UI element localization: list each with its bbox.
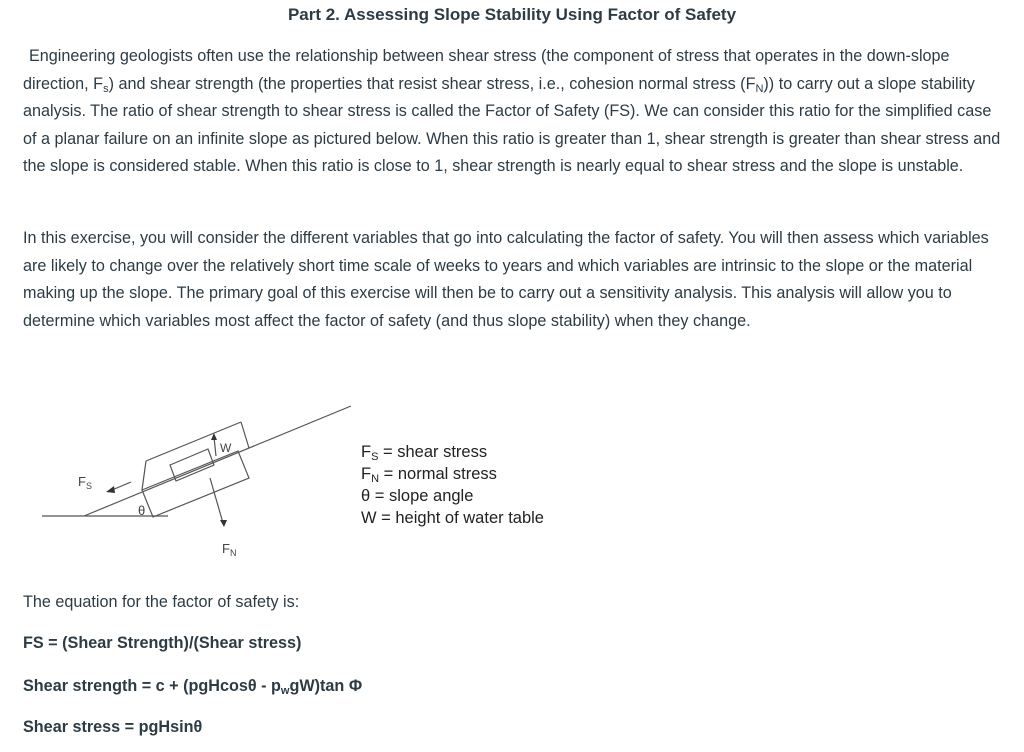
fn-label: $F_N$ <box>222 541 237 558</box>
page-title: Part 2. Assessing Slope Stability Using Factor of Safety <box>287 5 737 24</box>
legend-row: $F_N$ = normal stress <box>361 465 497 485</box>
fs-label: $F_S$ <box>78 474 92 491</box>
shear-stress-equation: Shear stress = pgHsinθ <box>23 718 203 736</box>
equation-intro: The equation for the factor of safety is: <box>23 593 300 611</box>
shear-strength-equation: Shear strength = $c + (pgHcos\theta - p_wgW)\tan$ Φ <box>23 677 363 697</box>
intro-paragraph: Engineering geologists often use the relationship between shear stress (the component of stress that operates in the down-slope direction, $F_s$) and shear strength (the properties that resist shear stress, i.e., cohesion normal stress $(F_N)$) to carry out a slope stability analysis. The ratio of shear strength to shear stress is called the Factor of Safety (FS). We can consider this ratio for the simplified case of a planar failure on an infinite slope as pictured below. When this ratio is greater than 1, shear strength is greater than shear stress and the slope is considered stable. When this ratio is close to 1, shear strength is nearly equal to shear stress and the slope is unstable. <box>23 47 1001 176</box>
legend-row: W = height of water table <box>361 509 544 527</box>
fn-arrow <box>210 478 223 523</box>
fs-equation: FS = (Shear Strength)/(Shear stress) <box>23 634 302 652</box>
slope-block <box>142 451 249 517</box>
slope-surface <box>84 406 351 516</box>
legend-row: θ = slope angle <box>361 487 474 505</box>
legend-row: $F_S$ = shear stress <box>361 443 488 463</box>
fs-arrow <box>112 482 131 490</box>
diagram-legend <box>361 441 544 529</box>
theta-label: θ <box>138 503 146 518</box>
exercise-paragraph: In this exercise, you will consider the different variables that go into calculating the factor of safety. You will then assess which variables are likely to change over the relatively short time scale of weeks to years and which variables are intrinsic to the slope or the material making up the slope. The primary goal of this exercise will then be to carry out a sensitivity analysis. This analysis will allow you to determine which variables most affect the factor of safety (and thus slope stability) when they change. <box>23 229 989 330</box>
w-label: W <box>220 441 232 455</box>
